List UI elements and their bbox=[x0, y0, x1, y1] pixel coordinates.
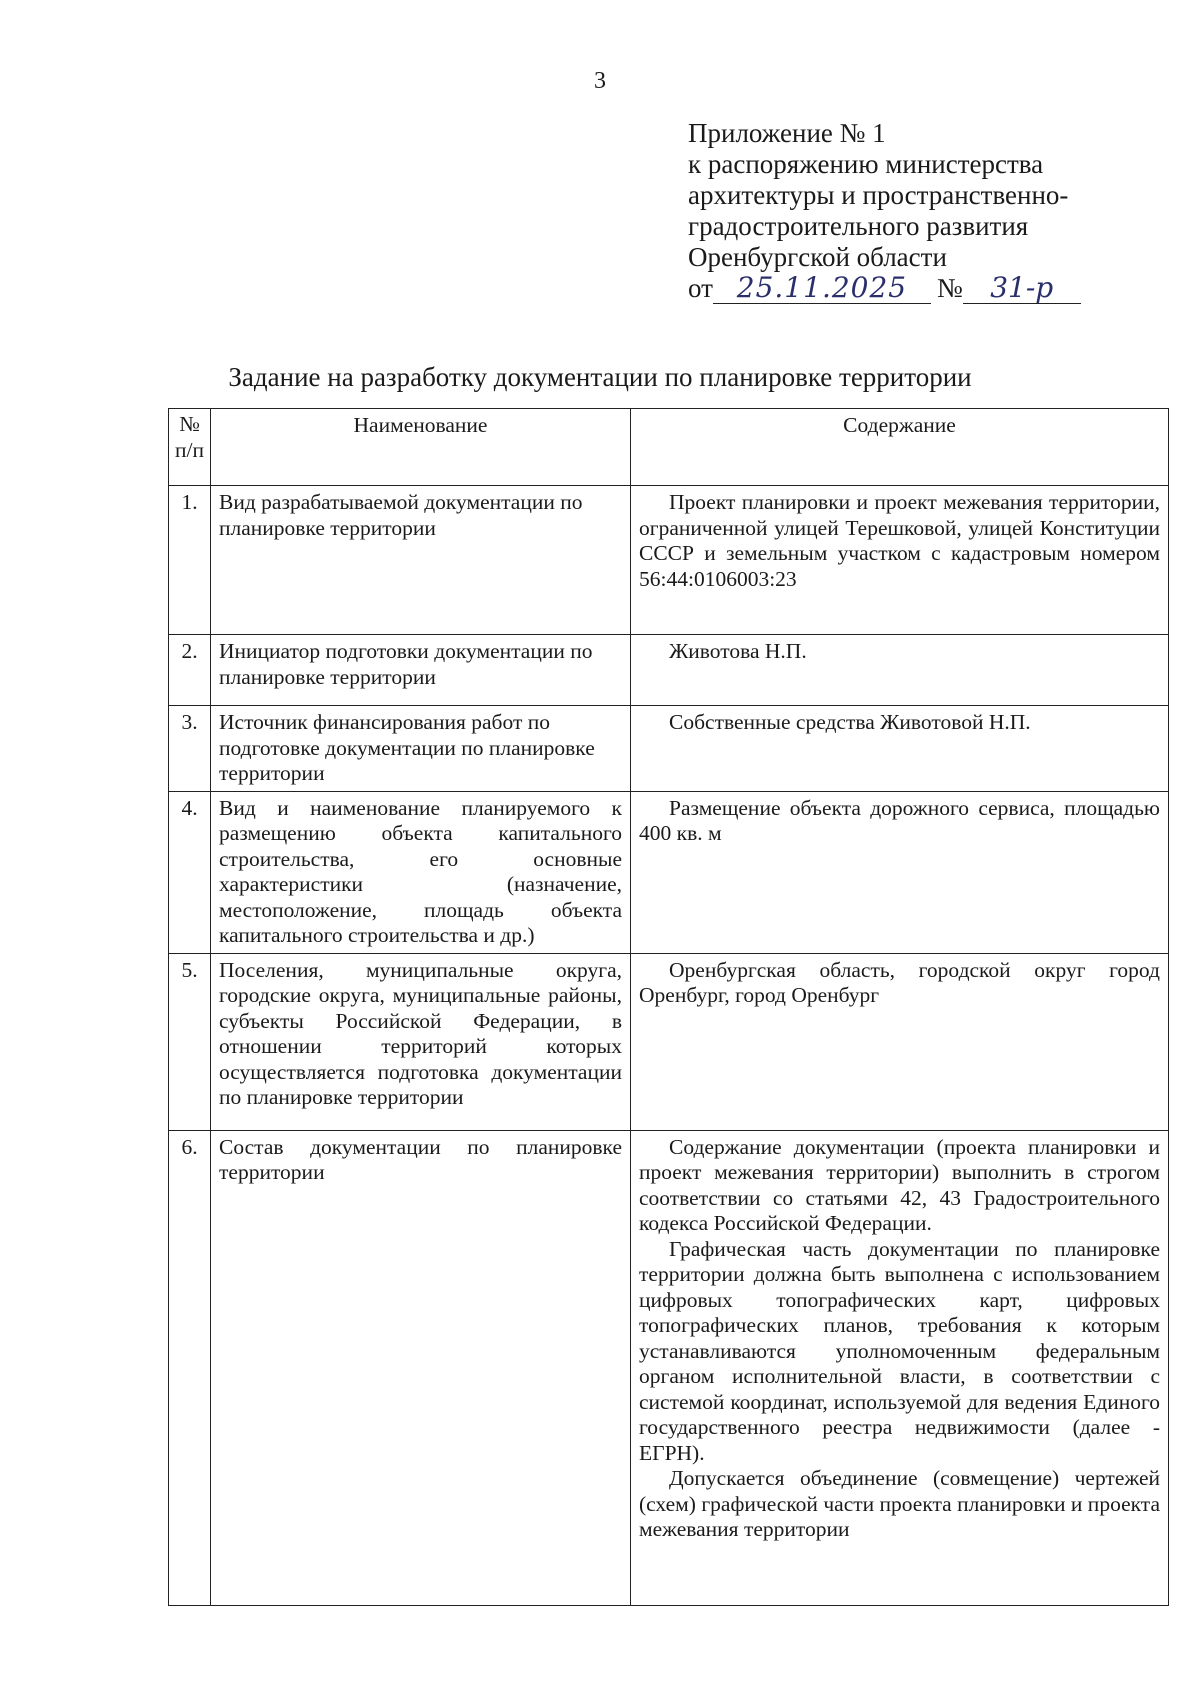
page-number: 3 bbox=[594, 68, 606, 94]
row-number: 5. bbox=[169, 953, 211, 1130]
row-number: 3. bbox=[169, 706, 211, 792]
row-content: Собственные средства Животовой Н.П. bbox=[631, 706, 1169, 792]
row-number: 6. bbox=[169, 1130, 211, 1605]
table-row bbox=[169, 635, 1169, 706]
row-name: Источник финансирования работ по подготовке документации по планировке территории bbox=[211, 706, 631, 792]
number-label: № bbox=[936, 273, 963, 303]
table-row bbox=[169, 486, 1169, 635]
row-content: Оренбургская область, городской округ город Оренбург, город Оренбург bbox=[631, 953, 1169, 1130]
row-name: Вид и наименование планируемого к размещению объекта капитального строительства, его основные характеристики (назначение, местоположение, площадь объекта капитального строительства и др.) bbox=[211, 791, 631, 953]
appendix-header bbox=[688, 118, 1128, 304]
table-row bbox=[169, 1130, 1169, 1605]
appendix-line-5: Оренбургской области bbox=[688, 242, 947, 272]
row-name: Состав документации по планировке территории bbox=[211, 1130, 631, 1605]
row-number: 2. bbox=[169, 635, 211, 706]
row-name: Вид разрабатываемой документации по планировке территории bbox=[211, 486, 631, 635]
table-header-row bbox=[169, 409, 1169, 486]
row-content: Животова Н.П. bbox=[631, 635, 1169, 706]
appendix-line-1: Приложение № 1 bbox=[688, 118, 886, 148]
row-name: Поселения, муниципальные округа, городские округа, муниципальные районы, субъекты Российской Федерации, в отношении территорий которых осуществляется подготовка документации по планировке территории bbox=[211, 953, 631, 1130]
appendix-line-4: градостроительного развития bbox=[688, 211, 1029, 241]
row-content bbox=[631, 1130, 1169, 1605]
appendix-line-3: архитектуры и пространственно- bbox=[688, 180, 1069, 210]
row-number: 4. bbox=[169, 791, 211, 953]
handwritten-date: 25.11.2025 bbox=[713, 273, 931, 304]
table-row bbox=[169, 791, 1169, 953]
document-title: Задание на разработку документации по планировке территории bbox=[228, 362, 972, 392]
order-date-number bbox=[688, 273, 1128, 304]
row-number: 1. bbox=[169, 486, 211, 635]
header-num: № п/п bbox=[169, 409, 211, 486]
row-content: Размещение объекта дорожного сервиса, площадью 400 кв. м bbox=[631, 791, 1169, 953]
table-row bbox=[169, 953, 1169, 1130]
row-content: Проект планировки и проект межевания территории, ограниченной улицей Терешковой, улицей Конституции СССР и земельным участком с кадастровым номером 56:44:0106003:23 bbox=[631, 486, 1169, 635]
appendix-line-2: к распоряжению министерства bbox=[688, 149, 1044, 179]
table-row bbox=[169, 706, 1169, 792]
content-paragraph: Допускается объединение (совмещение) чертежей (схем) графической части проекта планировки и проекта межевания территории bbox=[639, 1466, 1160, 1541]
row-name: Инициатор подготовки документации по планировке территории bbox=[211, 635, 631, 706]
from-label: от bbox=[688, 273, 713, 303]
task-table bbox=[168, 408, 1169, 1606]
content-paragraph: Содержание документации (проекта планировки и проект межевания территории) выполнить в строгом соответствии со статьями 42, 43 Градостроительного кодекса Российской Федерации. bbox=[639, 1134, 1160, 1235]
handwritten-number: 31-р bbox=[963, 273, 1081, 304]
content-paragraph: Графическая часть документации по планировке территории должна быть выполнена с использованием цифровых топографических карт, цифровых топографических планов, требования к которым устанавливаются уполномоченным федеральным органом исполнительной власти, в соответствии с системой координат, используемой для ведения Единого государственного реестра недвижимости (далее - ЕГРН). bbox=[639, 1236, 1160, 1465]
header-content: Содержание bbox=[631, 409, 1169, 486]
header-name: Наименование bbox=[211, 409, 631, 486]
